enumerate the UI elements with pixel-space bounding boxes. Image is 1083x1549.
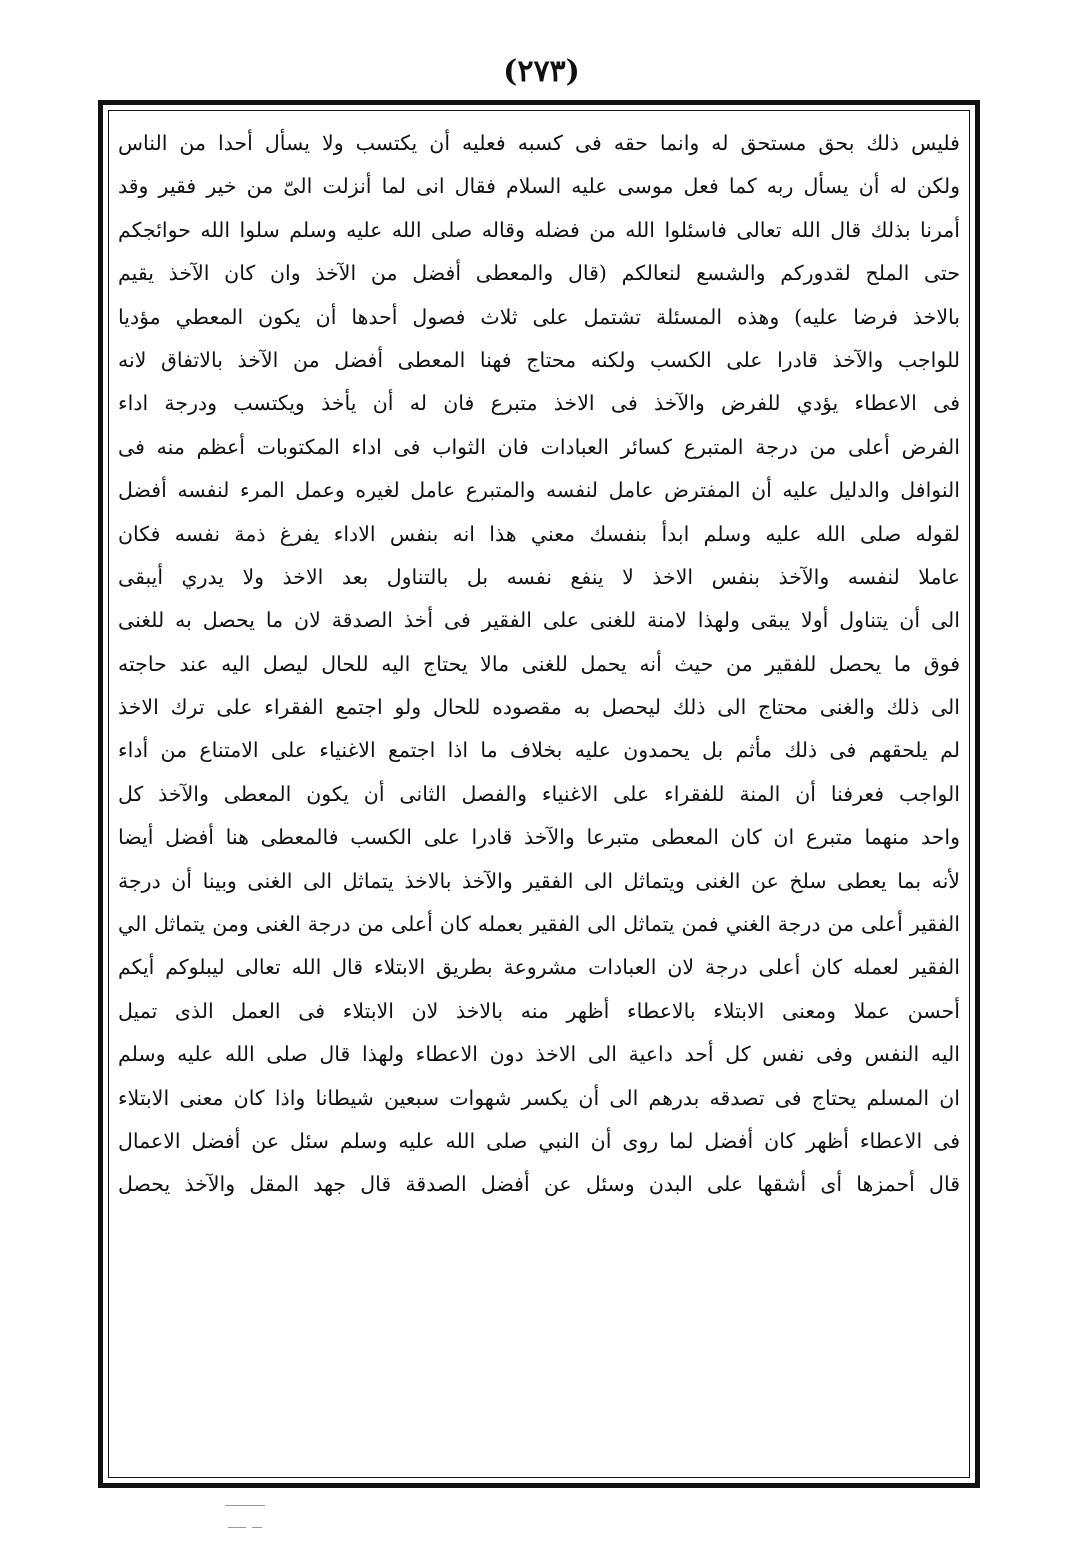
text-line: الى ذلك والغنى محتاج الى ذلك ليحصل به مقصوده للحال ولو اجتمع الفقراء على ترك الاخذ (118, 695, 960, 720)
text-line: الواجب فعرفنا أن المنة للفقراء على الاغنياء والفصل الثانى أن يكون المعطى والآخذ كل (118, 781, 960, 806)
text-line: اليه النفس وفى نفس كل أحد داعية الى الاخذ دون الاعطاء ولهذا قال صلى الله عليه وسلم (118, 1042, 960, 1067)
text-line: فوق ما يحصل للفقير من حيث أنه يحمل للغنى مالا يحتاج اليه للحال ليصل اليه عند حاجته (118, 651, 960, 676)
text-line: ان المسلم يحتاج فى تصدقه بدرهم الى أن يكسر شهوات سبعين شيطانا واذا كان معنى الابتلاء (118, 1085, 960, 1110)
text-line: الفقير أعلى من درجة الغني فمن يتماثل الى الفقير بعمله كان أعلى من درجة الغنى ومن يتماثل الي (118, 912, 960, 937)
text-line: الفرض أعلى من درجة المتبرع كسائر العبادات فان الثواب فى اداء المكتوبات أعظم منه فى (118, 434, 960, 459)
scan-artifact (252, 1527, 262, 1528)
text-line: فى الاعطاء يؤدي للفرض والآخذ فى الاخذ متبرع فان له أن يأخذ ويكتسب ودرجة اداء (118, 391, 960, 416)
text-line: أحسن عملا ومعنى الابتلاء بالاعطاء أظهر منه بالاخذ لان الابتلاء فى العمل الذى تميل (118, 998, 960, 1023)
text-line: قال أحمزها أى أشقها على البدن وسئل عن أفضل الصدقة قال جهد المقل والآخذ يحصل (118, 1172, 960, 1197)
text-line: بالاخذ فرضا عليه) وهذه المسئلة تشتمل على ثلاث فصول أحدها أن يكون المعطي مؤديا (118, 304, 960, 329)
text-line: لقوله صلى الله عليه وسلم ابدأ بنفسك معني هذا انه بنفس الاداء يفرغ ذمة نفسه فكان (118, 521, 960, 546)
text-line: فليس ذلك بحق مستحق له وانما حقه فى كسبه فعليه أن يكتسب ولا يسأل أحدا من الناس (118, 131, 960, 155)
text-line: حتى الملح لقدوركم والشسع لنعالكم (قال والمعطى أفضل من الآخذ وان كان الآخذ يقيم (118, 261, 960, 286)
scan-artifact (225, 1505, 265, 1506)
page-number: (٢٧٣) (503, 54, 580, 89)
text-line: عاملا لنفسه والآخذ بنفس الاخذ لا ينفع نفسه بل بالتناول بعد الاخذ ولا يدري أيبقى (118, 564, 960, 589)
text-line: الفقير لعمله كان أعلى درجة لان العبادات مشروعة بطريق الابتلاء قال الله تعالى ليبلوكم أيكم (118, 955, 960, 980)
text-line: أمرنا بذلك قال الله تعالى فاسئلوا الله من فضله وقاله صلى الله عليه وسلم سلوا الله حوائجكم (118, 217, 960, 242)
text-line: للواجب والآخذ قادرا على الكسب ولكنه محتاج فهنا المعطى أفضل من الآخذ بالاتفاق لانه (118, 347, 960, 372)
text-line: ولكن له أن يسأل ربه كما فعل موسى عليه السلام فقال انى لما أنزلت الىّ من خير فقير وقد (118, 174, 960, 199)
body-text (118, 122, 960, 1468)
scan-artifact (228, 1527, 246, 1528)
text-line: النوافل والدليل عليه أن المفترض عامل لنفسه والمتبرع عامل لغيره وعمل المرء لنفسه أفضل (118, 478, 960, 503)
text-line: لأنه بما يعطى سلخ عن الغنى ويتماثل الى الفقير والآخذ بالاخذ يتماثل الى الغنى وبينا أن درجة (118, 868, 960, 893)
text-line: واحد منهما متبرع ان كان المعطى متبرعا والآخذ قادرا على الكسب فالمعطى هنا أفضل أيضا (118, 825, 960, 850)
text-line: فى الاعطاء أظهر كان أفضل لما روى أن النبي صلى الله عليه وسلم سئل عن أفضل الاعمال (118, 1128, 960, 1153)
text-line: الى أن يتناول أولا يبقى ولهذا لامنة للغنى على الفقير فى أخذ الصدقة لان ما يحصل به للغنى (118, 608, 960, 633)
text-line: لم يلحقهم فى ذلك مأثم بل يحمدون عليه بخلاف ما اذا اجتمع الاغنياء على الامتناع من أداء (118, 738, 960, 763)
